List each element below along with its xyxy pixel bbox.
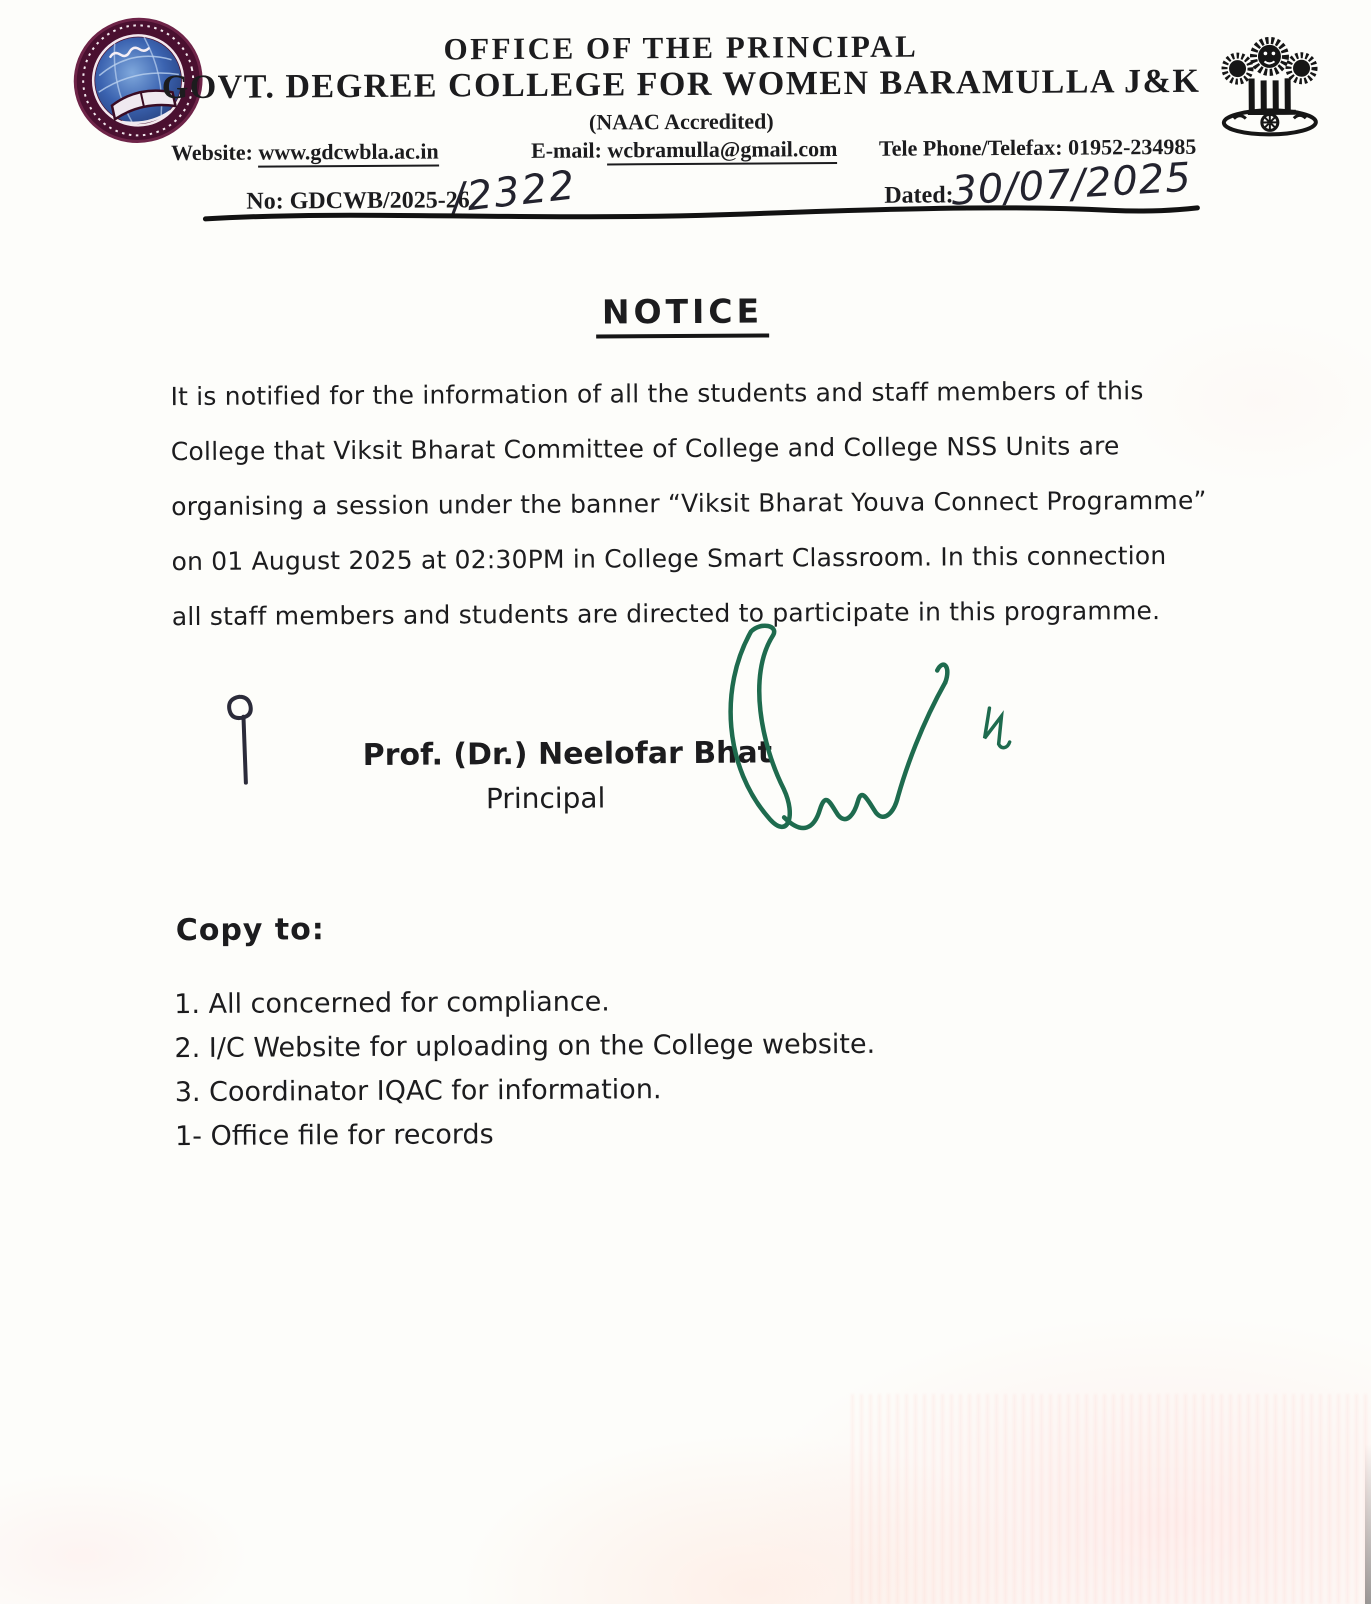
website-link: www.gdcwbla.ac.in (258, 138, 438, 167)
principal-signature (689, 616, 1060, 858)
body-line: College that Viksit Bharat Committee of College and College NSS Units are (170, 431, 1120, 467)
body-line: organising a session under the banner “Viksit Bharat Youva Connect Programme” (171, 485, 1207, 522)
phone-value: 01952-234985 (1067, 133, 1197, 160)
office-line: OFFICE OF THE PRINCIPAL (443, 28, 919, 67)
handwritten-mark (221, 687, 266, 791)
website-label: Website: (170, 139, 253, 166)
signatory-title: Principal (485, 781, 606, 816)
notice-title: NOTICE (0, 288, 1368, 335)
copy-to-list (174, 979, 876, 1159)
dated-label: Dated: (884, 182, 954, 209)
copy-to-item: 3. Coordinator IQAC for information. (174, 1074, 662, 1109)
copy-to-item: 1- Office file for records (174, 1119, 494, 1153)
body-line: on 01 August 2025 at 02:30PM in College Smart Classroom. In this connection (171, 541, 1167, 577)
copy-to-item: 1. All concerned for compliance. (174, 986, 610, 1021)
phone-label: Tele Phone/Telefax: (878, 134, 1063, 161)
reference-number-handwritten: /2322 (449, 162, 579, 222)
reference-number-printed: No: GDCWB/2025-26 (246, 187, 470, 215)
date-handwritten: 30/07/2025 (950, 154, 1193, 215)
college-name-line: GOVT. DEGREE COLLEGE FOR WOMEN BARAMULLA J&K (161, 62, 1201, 107)
notice-body (170, 363, 1232, 644)
copy-to-item: 2. I/C Website for uploading on the College website. (174, 1028, 876, 1065)
email-label: E-mail: (530, 137, 602, 163)
signatory-name: Prof. (Dr.) Neelofar Bhat (362, 735, 773, 773)
naac-accreditation-line: (NAAC Accredited) (588, 108, 774, 135)
body-line: It is notified for the information of all the students and staff members of this (170, 376, 1144, 412)
body-line: all staff members and students are directed to participate in this programme. (171, 596, 1161, 632)
copy-to-heading: Copy to: (175, 912, 325, 949)
email-link: wcbramulla@gmail.com (607, 136, 837, 165)
